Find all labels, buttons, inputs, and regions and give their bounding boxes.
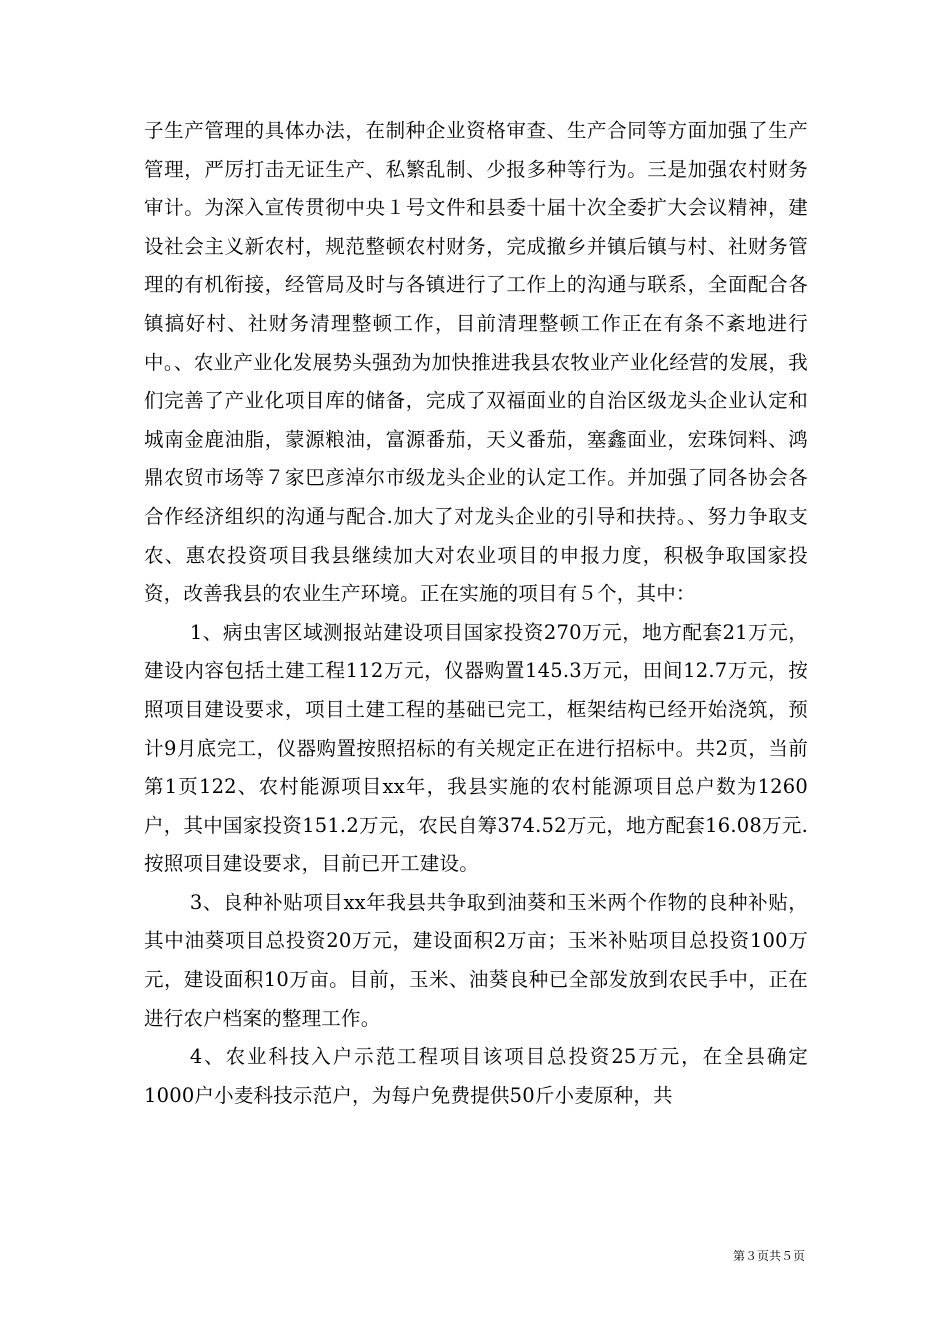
document-body — [144, 112, 808, 1115]
paragraph-continuation: 子生产管理的具体办法，在制种企业资格审查、生产合同等方面加强了生产管理，严厉打击无证生产、私繁乱制、少报多种等行为。三是加强农村财务审计。为深入宣传贯彻中央１号文件和县委十届十次全委扩大会议精神，建设社会主义新农村，规范整顿农村财务，完成撤乡并镇后镇与村、社财务管理的有机衔接，经管局及时与各镇进行了工作上的沟通与联系，全面配合各镇搞好村、社财务清理整顿工作，目前清理整顿工作正在有条不紊地进行中。、农业产业化发展势头强劲为加快推进我县农牧业产业化经营的发展，我们完善了产业化项目库的储备，完成了双福面业的自治区级龙头企业认定和城南金鹿油脂，蒙源粮油，富源番茄，天义番茄，塞鑫面业，宏珠饲料、鸿鼎农贸市场等７家巴彦淖尔市级龙头企业的认定工作。并加强了同各协会各合作经济组织的沟通与配合.加大了对龙头企业的引导和扶持。、努力争取支农、惠农投资项目我县继续加大对农业项目的申报力度，积极争取国家投资，改善我县的农业生产环境。正在实施的项目有５个，其中： — [144, 119, 808, 606]
page-number-footer: 第３页共５页 — [732, 1249, 805, 1263]
paragraph-item-4: 4、农业科技入户示范工程项目该项目总投资25万元，在全县确定1000户小麦科技示范户，为每户免费提供50斤小麦原种，共 — [144, 1045, 808, 1107]
paragraph-item-3: 3、良种补贴项目xx年我县共争取到油葵和玉米两个作物的良种补贴，其中油葵项目总投资20万元，建设面积2万亩；玉米补贴项目总投资100万元，建设面积10万亩。目前，玉米、油葵良种已全部发放到农民手中，正在进行农户档案的整理工作。 — [144, 890, 808, 1030]
paragraph-item-1: 1、病虫害区域测报站建设项目国家投资270万元，地方配套21万元，建设内容包括土建工程112万元，仪器购置145.3万元，田间12.7万元，按照项目建设要求，项目土建工程的基础已完工，框架结构已经开始浇筑，预计9月底完工，仪器购置按照招标的有关规定正在进行招标中。共2页，当前第1页122、农村能源项目xx年，我县实施的农村能源项目总户数为1260户，其中国家投资151.2万元，农民自筹374.52万元，地方配套16.08万元.按照项目建设要求，目前已开工建设。 — [144, 620, 808, 876]
